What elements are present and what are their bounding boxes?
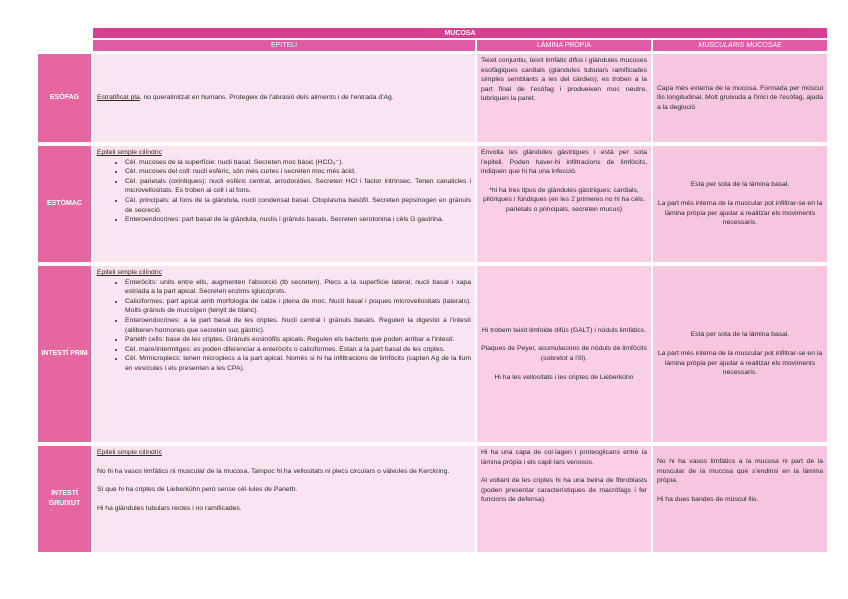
gruixut-lamina-text-1: Hi ha una capa de col·lagen i proteoglicans entre la làmina pròpia i els capil·lars venosos. — [481, 449, 647, 466]
estomac-muscularis — [652, 145, 828, 263]
gruixut-lamina-text-2: Al voltant de les criptes hi ha una beina de fibroblasts (poden presentar característiques de macròfags i fer funcions de defensa). — [481, 477, 647, 504]
esofag-epiteli-type: Estratificat pla — [97, 94, 140, 102]
esofag-muscularis — [652, 53, 828, 143]
estomac-lamina-text-1: Envolta les glàndules gàstriques i està per sota l'epiteli. Poden haver-hi infiltracions de limfòcits, indiquen que hi ha una infecció. — [481, 149, 647, 176]
row-label-esofag: ESÒFAG — [37, 53, 92, 143]
list-item: • Cèl. parietals (oxíntiques): nucli esfèric central, arrodonides. Secreten HCl i factor intrínsec. Tenen canalicles i microvellositats. Es troben al coll i al fons. — [125, 177, 471, 196]
prim-cell-list — [97, 278, 471, 374]
gruixut-epiteli-title: Epiteli simple cilíndric — [97, 449, 162, 456]
column-header-lamina: LÀMINA PRÒPIA — [476, 39, 652, 52]
gruixut-epiteli-text-3: Hi ha glàndules tubulars rectes i no ramificades. — [97, 504, 242, 512]
list-item: • Paneth cells: base de les criptes. Grànuls eosinòfils apicals. Regulen els bacteris que poden arribar a l'intestí. — [125, 335, 471, 345]
row-label-estomac: ESTÓMAC — [37, 145, 92, 263]
esofag-epiteli — [92, 53, 476, 143]
row-label-intesti-prim: INTESTÍ PRIM — [37, 265, 92, 443]
row-estomac — [37, 145, 828, 263]
list-item: • Enteroendocrines: part basal de la glàndula, nuclis i grànuls basals. Secreten serotonina i cèls G gastrina. — [125, 215, 471, 225]
esofag-muscularis-text: Capa més externa de la mucosa. Formada per múscul llis longitudinal. Molt gruixuda a l'inici de l'esòfag, ajuda a la deglució — [657, 84, 823, 111]
list-item: • Enteròcits: units entre ells, augmenten l'absorció (tb secreten). Plecs a la superfície lateral, nucli basal i xapa estriada a la part apical. Secreten enzims iglucoprots. — [125, 278, 471, 297]
estomac-lamina-text-2: *hi ha tres tipus de glàndules gàstriques: cardials, pilòriques i fúndiques (en les 2 primeres no hi ha cèls. parietals o principals, secreten mucus) — [482, 186, 646, 213]
estomac-epiteli-title: Epiteli simple cilíndric — [97, 149, 162, 156]
header-title: MUCOSA — [92, 27, 828, 39]
list-item: • Cèl. mucoses de la superfície: nucli basal. Secreten moc bàsic (HCO₃⁻). — [125, 158, 471, 168]
gruixut-epiteli-text-2: Sí que hi ha criptes de Lieberkühn però sense cèl·lules de Paneth. — [97, 486, 298, 494]
estomac-epiteli — [92, 145, 476, 263]
row-intesti-gruixut — [37, 445, 828, 553]
gruixut-muscularis — [652, 445, 828, 553]
esofag-epiteli-text: , no queratinitzat en humans. Protegeix de l'abrasió dels aliments i de l'entrada d'Ag. — [139, 94, 394, 102]
row-intesti-prim — [37, 265, 828, 443]
prim-lamina-text-1: Hi trobem teixit limfoide difús (GALT) i nòduls limfàtics. — [481, 326, 647, 334]
row-label-intesti-gruixut: INTESTÍ GRUIXUT — [37, 445, 92, 553]
gruixut-muscularis-text-2: Hi ha dues bandes de múscul llis. — [657, 495, 759, 503]
list-item: • Caliciformes: part apical amb morfologia de calze i plena de moc. Nucli basal i poques microvellositats (laterals). Molts grànuls de mucsígen (tenyit de blanc). — [125, 297, 471, 316]
list-item: • Cèl. mare/intermitges: es poden diferenciar a enteròcits o caliciformes. Estan a la part basal de les criptes. — [125, 345, 471, 355]
esofag-lamina: Teixit conjuntiu, teixit limfàtic difús i glàndules mucoses esofàgiques cardials (glàndules tubulars ramificades simples semblants a les del càrdies); es troben a la part final de l'esòfag i produeixen moc neutre, lubriquen la paret. — [476, 53, 652, 143]
header-row-title — [37, 27, 828, 39]
prim-lamina-text-2: Plaques de Peyer, acumulacions de nòduls de limfòcits (sobretot a l'íli). — [481, 345, 647, 362]
header-corner — [37, 27, 92, 39]
list-item: • Cèl. M/microplecs: tenen microplecs a la part apical. Només si hi ha infiltracions de limfòcits (capten Ag de la llum en vesícules i els presenten a les CPA). — [125, 354, 471, 373]
gruixut-muscularis-text-1: No hi ha vasos limfàtics a la mucosa ni part de la muscular de la mucosa que s'endinsi en la làmina pròpia. — [657, 458, 823, 485]
gruixut-epiteli — [92, 445, 476, 553]
column-header-epiteli: EPITELI — [92, 39, 476, 52]
row-esofag — [37, 53, 828, 143]
estomac-muscularis-text-1: Està per sota de la làmina basal. — [690, 181, 790, 189]
mucosa-table — [37, 27, 828, 553]
gruixut-lamina — [476, 445, 652, 553]
header-row-columns — [37, 39, 828, 52]
list-item: • Enteroendocrines: a la part basal de les criptes. Nucli central i grànuls basals. Regulen la digestió a l'intestí (alliberen hormones que secreten suc gàstric). — [125, 316, 471, 335]
estomac-cell-list — [97, 158, 471, 225]
prim-lamina-text-3: Hi ha les vellositats i les criptes de Lieberkühn — [494, 373, 634, 381]
list-item: • Cèl. principals: al fons de la glàndula, nucli condensat basal. Citoplasma basòfil. Secreten pepsinogen en grànuls de secreció. — [125, 196, 471, 215]
column-header-muscularis: MUSCULARIS MUCOSAE — [652, 39, 828, 52]
header-corner-2 — [37, 39, 92, 52]
gruixut-epiteli-text-1: No hi ha vasos limfàtics ni muscular de la mucosa. Tampoc hi ha vellositats ni plecs circulars o vàlvules de Kerckring. — [97, 467, 450, 475]
prim-lamina — [476, 265, 652, 443]
prim-muscularis-text-2: La part més interna de la muscular pot infiltrar-se en la làmina pròpia per ajudar a realitzar els moviments necessaris. — [657, 349, 823, 377]
estomac-muscularis-text-2: La part més interna de la muscular pot infiltrar-se en la làmina pròpia per ajudar a realitzar els moviments necessaris. — [657, 199, 823, 227]
estomac-lamina — [476, 145, 652, 263]
list-item: • Cèl. mucoses del coll: nucli esfèric, són més curtes i secreten moc més àcid. — [125, 167, 471, 177]
prim-epiteli-title: Epiteli simple cilíndric — [97, 269, 162, 276]
prim-muscularis-text-1: Està per sota de la làmina basal. — [690, 331, 790, 339]
prim-epiteli — [92, 265, 476, 443]
prim-muscularis — [652, 265, 828, 443]
